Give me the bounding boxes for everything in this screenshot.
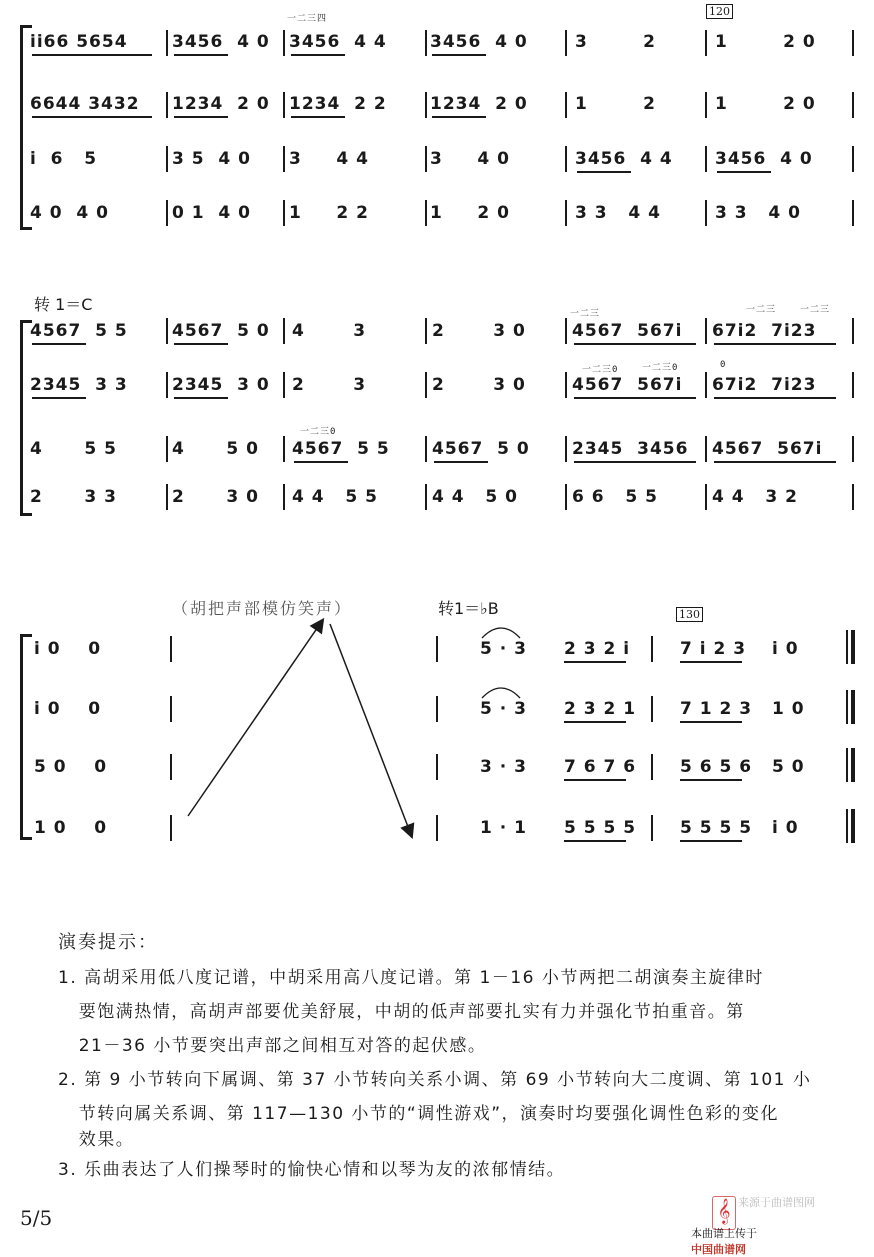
notation-measure: i̇ 0 0	[34, 699, 102, 719]
beam-line	[680, 840, 742, 842]
barline	[705, 30, 707, 56]
notation-measure: 5 0 0	[34, 757, 108, 777]
beam-line	[432, 54, 486, 56]
notation-measure: 1 0	[772, 699, 805, 719]
final-barline	[846, 630, 848, 664]
barline	[651, 754, 653, 780]
barline	[166, 200, 168, 226]
notation-measure: 1 · 1	[480, 818, 527, 838]
barline	[651, 696, 653, 722]
footer-brand[interactable]: 中国曲谱网	[691, 1243, 746, 1256]
beam-line	[717, 171, 771, 173]
rehearsal-mark: 130	[676, 607, 703, 622]
beam-line	[714, 343, 836, 345]
fingering-mark: 一二三	[800, 305, 831, 315]
barline	[852, 92, 854, 118]
barline	[166, 436, 168, 462]
barline	[283, 92, 285, 118]
barline	[166, 146, 168, 172]
notation-measure: 2 3 3	[30, 487, 117, 507]
notation-measure: 3456 4 4	[289, 32, 387, 52]
notation-measure: 3 · 3	[480, 757, 527, 777]
barline	[565, 436, 567, 462]
notation-measure: 7 6 7 6	[564, 757, 637, 777]
final-barline	[846, 748, 848, 782]
notation-measure: 1234 2 0	[430, 94, 528, 114]
barline	[425, 146, 427, 172]
barline	[425, 92, 427, 118]
barline	[170, 636, 172, 662]
hints-title: 演奏提示：	[58, 932, 158, 953]
barline	[436, 636, 438, 662]
beam-line	[32, 116, 152, 118]
barline	[283, 318, 285, 344]
source-watermark: 来源于曲谱图网	[738, 1196, 815, 1209]
barline	[852, 436, 854, 462]
page-number: 5/5	[20, 1206, 53, 1230]
barline	[170, 754, 172, 780]
notation-measure: 1234 2 2	[289, 94, 387, 114]
notation-measure: 0 1 4 0	[172, 203, 251, 223]
fingering-mark: 一二三0	[642, 363, 679, 373]
barline	[651, 815, 653, 841]
notation-measure: 4567 567i̇	[572, 375, 683, 395]
bracket-cap	[20, 227, 32, 230]
bracket-cap	[20, 634, 32, 637]
slur-arc	[478, 618, 524, 640]
fingering-mark: 一二三0	[300, 427, 337, 437]
barline	[852, 200, 854, 226]
beam-line	[577, 171, 631, 173]
barline	[565, 200, 567, 226]
notation-measure: 6644 3432	[30, 94, 140, 114]
notation-measure: 2345 3 3	[30, 375, 128, 395]
notation-measure: 67i̇2 7i̇23	[712, 375, 817, 395]
notation-measure: 2345 3 0	[172, 375, 270, 395]
system-brace	[20, 320, 23, 516]
notation-measure: 1 2 0	[715, 94, 816, 114]
notation-measure: 4 5 5	[30, 439, 117, 459]
rehearsal-mark: 120	[706, 4, 733, 19]
notation-measure: i̇ 0	[772, 818, 799, 838]
key-change-label: 转1＝♭B	[438, 599, 499, 618]
fingering-mark: 一二三0	[582, 365, 619, 375]
beam-line	[574, 343, 696, 345]
barline	[283, 484, 285, 510]
barline	[651, 636, 653, 662]
final-barline	[851, 809, 855, 843]
beam-line	[434, 461, 488, 463]
notation-measure: 1 2 2	[289, 203, 369, 223]
notation-measure: 5 · 3	[480, 699, 527, 719]
final-barline	[851, 690, 855, 724]
notation-measure: 5 6 5 6	[680, 757, 753, 777]
beam-line	[432, 116, 486, 118]
notation-measure: 2 3	[292, 375, 367, 395]
performance-annotation: （胡把声部模仿笑声）	[172, 599, 353, 618]
notation-measure: 3456 4 0	[715, 149, 813, 169]
barline	[283, 372, 285, 398]
beam-line	[174, 116, 228, 118]
barline	[852, 372, 854, 398]
beam-line	[574, 461, 696, 463]
barline	[283, 436, 285, 462]
notation-measure: 5 0	[772, 757, 805, 777]
notation-measure: 4 3	[292, 321, 367, 341]
notation-measure: 4 5 0	[172, 439, 259, 459]
notation-measure: 5 5 5 5	[680, 818, 753, 838]
notation-measure: 2345 3456	[572, 439, 689, 459]
notation-measure: 3 3 4 4	[575, 203, 661, 223]
beam-line	[32, 343, 86, 345]
barline	[705, 200, 707, 226]
notation-measure: 4 4 3 2	[712, 487, 798, 507]
beam-line	[291, 116, 345, 118]
slur-arc	[478, 678, 524, 700]
barline	[170, 696, 172, 722]
barline	[705, 318, 707, 344]
barline	[436, 696, 438, 722]
barline	[565, 92, 567, 118]
final-barline	[846, 690, 848, 724]
barline	[852, 30, 854, 56]
barline	[852, 318, 854, 344]
treble-clef-icon: 𝄞	[712, 1196, 736, 1230]
notation-measure: 2 3 2 i̇	[564, 639, 631, 659]
beam-line	[574, 397, 696, 399]
barline	[283, 146, 285, 172]
beam-line	[564, 779, 626, 781]
beam-line	[32, 397, 86, 399]
bracket-cap	[20, 25, 32, 28]
barline	[425, 436, 427, 462]
notation-measure: 1 2 0	[430, 203, 510, 223]
bracket-cap	[20, 837, 32, 840]
notation-measure: 1 0 0	[34, 818, 108, 838]
barline	[425, 30, 427, 56]
barline	[166, 92, 168, 118]
barline	[705, 484, 707, 510]
final-barline	[851, 630, 855, 664]
final-barline	[851, 748, 855, 782]
barline	[852, 484, 854, 510]
arrow-down	[330, 624, 410, 832]
notation-measure: 1 2 0	[715, 32, 816, 52]
notation-measure: 4567 567i̇	[572, 321, 683, 341]
barline	[166, 484, 168, 510]
notation-measure: 3456 4 0	[430, 32, 528, 52]
hint-line: 2. 第 9 小节转向下属调、第 37 小节转向关系小调、第 69 小节转向大二度调、第 101 小	[58, 1070, 812, 1090]
notation-measure: 4567 567i̇	[712, 439, 823, 459]
barline	[436, 815, 438, 841]
notation-measure: 4 4 5 0	[432, 487, 518, 507]
barline	[425, 484, 427, 510]
hint-line: 节转向属关系调、第 117—130 小节的“调性游戏”，演奏时均要强化调性色彩的变化	[58, 1104, 780, 1124]
notation-measure: 67i̇2 7i̇23	[712, 321, 817, 341]
hint-line: 3. 乐曲表达了人们操琴时的愉快心情和以琴为友的浓郁情结。	[58, 1160, 566, 1180]
beam-line	[714, 461, 836, 463]
barline	[283, 30, 285, 56]
barline	[852, 146, 854, 172]
notation-measure: i̇ 0	[772, 639, 799, 659]
barline	[705, 92, 707, 118]
notation-measure: 3 2	[575, 32, 657, 52]
gesture-arrows	[170, 610, 430, 840]
beam-line	[174, 343, 228, 345]
notation-measure: i̇ 0 0	[34, 639, 102, 659]
notation-measure: i̇ 6 5	[30, 149, 98, 169]
barline	[565, 484, 567, 510]
beam-line	[174, 397, 228, 399]
barline	[166, 30, 168, 56]
beam-line	[174, 54, 228, 56]
final-barline	[846, 809, 848, 843]
barline	[166, 318, 168, 344]
barline	[166, 372, 168, 398]
notation-measure: 3 4 4	[289, 149, 369, 169]
bracket-cap	[20, 513, 32, 516]
notation-measure: 2 3 0	[432, 375, 526, 395]
notation-measure: 1 2	[575, 94, 657, 114]
notation-measure: 7 i̇ 2 3	[680, 639, 747, 659]
beam-line	[680, 779, 742, 781]
barline	[436, 754, 438, 780]
footer-credit	[684, 1212, 757, 1257]
barline	[565, 146, 567, 172]
notation-measure: 6 6 5 5	[572, 487, 658, 507]
notation-measure: 3 4 0	[430, 149, 510, 169]
system-brace	[20, 634, 23, 840]
barline	[565, 318, 567, 344]
beam-line	[564, 840, 626, 842]
key-change-label: 转 1＝C	[34, 295, 93, 314]
hint-line: 效果。	[58, 1130, 135, 1150]
beam-line	[564, 661, 626, 663]
hint-line: 21－36 小节要突出声部之间相互对答的起伏感。	[58, 1036, 487, 1056]
barline	[565, 372, 567, 398]
notation-measure: 5 5 5 5	[564, 818, 637, 838]
fingering-mark: 一二三	[746, 305, 777, 315]
notation-measure: 7 1 2 3	[680, 699, 753, 719]
hint-line: 1. 高胡采用低八度记谱，中胡采用高八度记谱。第 1－16 小节两把二胡演奏主旋律时	[58, 968, 764, 988]
beam-line	[294, 461, 348, 463]
notation-measure: 3456 4 0	[172, 32, 270, 52]
barline	[425, 318, 427, 344]
notation-measure: 4567 5 0	[432, 439, 530, 459]
barline	[170, 815, 172, 841]
notation-measure: 4567 5 5	[30, 321, 128, 341]
fingering-mark: 一二三	[570, 309, 601, 319]
beam-line	[714, 397, 836, 399]
beam-line	[680, 661, 742, 663]
beam-line	[564, 721, 626, 723]
fingering-mark: 一二三四	[287, 14, 328, 24]
notation-measure: 2 3 0	[172, 487, 259, 507]
beam-line	[680, 721, 742, 723]
system-brace	[20, 25, 23, 230]
notation-measure: 5 · 3	[480, 639, 527, 659]
notation-measure: i̇i̇66 5654	[30, 32, 128, 52]
barline	[705, 436, 707, 462]
barline	[425, 372, 427, 398]
notation-measure: 4567 5 0	[172, 321, 270, 341]
barline	[705, 146, 707, 172]
notation-measure: 1234 2 0	[172, 94, 270, 114]
barline	[565, 30, 567, 56]
fingering-mark: 0	[720, 360, 727, 370]
notation-measure: 3 5 4 0	[172, 149, 251, 169]
barline	[705, 372, 707, 398]
beam-line	[291, 54, 345, 56]
barline	[425, 200, 427, 226]
barline	[283, 200, 285, 226]
notation-measure: 3456 4 4	[575, 149, 673, 169]
notation-measure: 2 3 0	[432, 321, 526, 341]
notation-measure: 2 3 2 1	[564, 699, 637, 719]
beam-line	[32, 54, 152, 56]
notation-measure: 4 0 4 0	[30, 203, 109, 223]
notation-measure: 4 4 5 5	[292, 487, 378, 507]
notation-measure: 3 3 4 0	[715, 203, 801, 223]
notation-measure: 4567 5 5	[292, 439, 390, 459]
arrow-up	[188, 624, 320, 816]
footer-text: 本曲谱上传于	[691, 1227, 757, 1240]
hint-line: 要饱满热情，高胡声部要优美舒展，中胡的低声部要扎实有力并强化节拍重音。第	[58, 1002, 745, 1022]
